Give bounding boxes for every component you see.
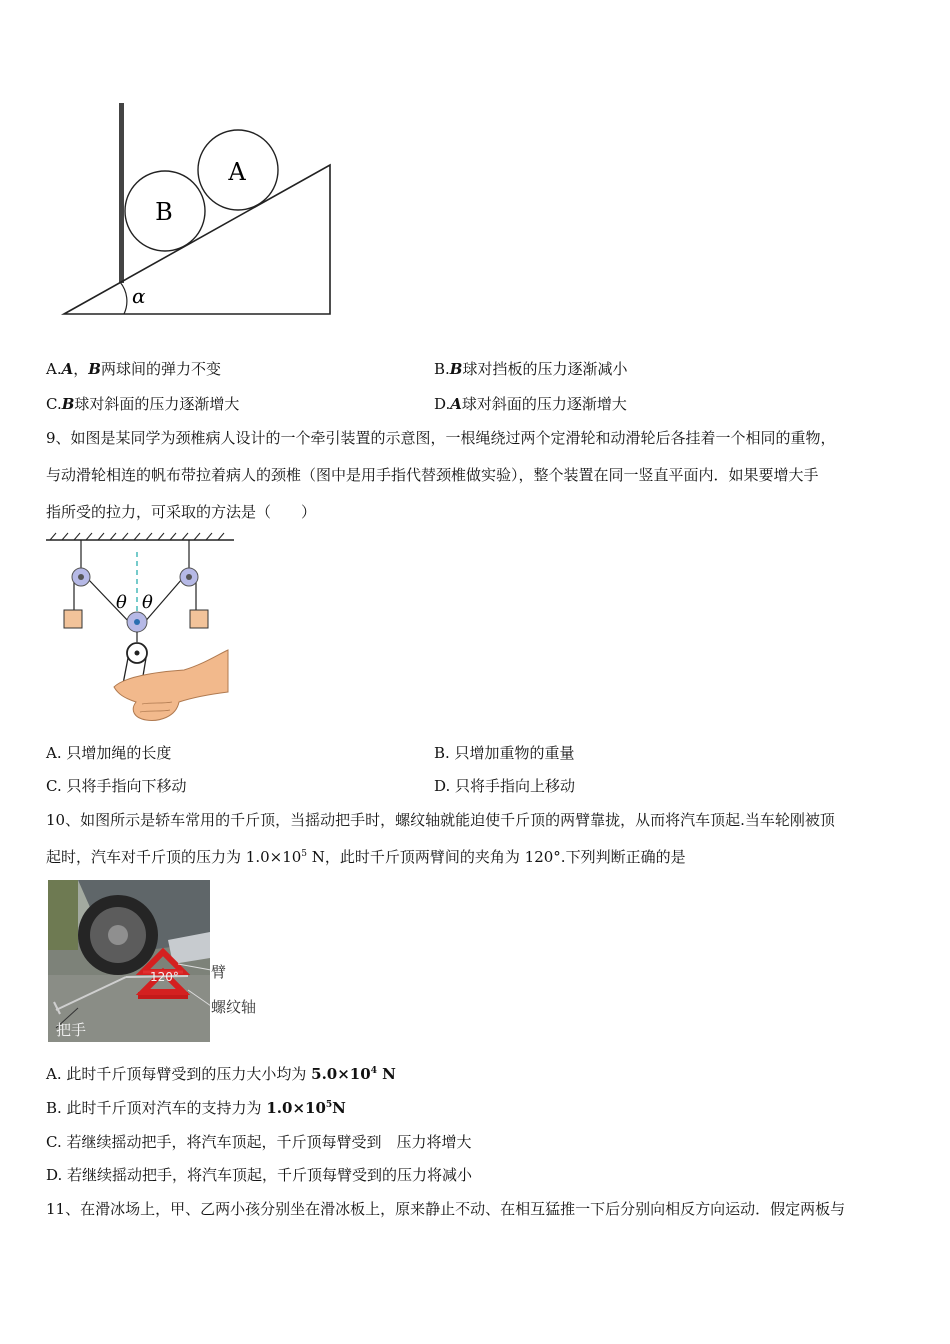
- q10-text-line-2: [46, 847, 686, 867]
- exponent: 4: [370, 1066, 377, 1076]
- q11-text-line-1: 11、在滑冰场上，甲、乙两小孩分别坐在滑冰板上，原来静止不动、在相互猛推一下后分别向相反方向运动．假定两板与: [46, 1200, 846, 1218]
- theta-right-label: θ: [142, 592, 153, 613]
- option-text: A. 此时千斤顶每臂受到的压力大小均为: [46, 1065, 312, 1083]
- q9-text-line-2: 与动滑轮相连的帆布带拉着病人的颈椎（图中是用手指代替颈椎做实验），整个装置在同一竖直平面内．如果要增大手: [46, 466, 819, 484]
- angle-120-label: 120°: [150, 970, 179, 984]
- q9-text-line-3: 指所受的拉力，可采取的方法是（ ）: [46, 503, 317, 521]
- q8-option-d[interactable]: [434, 394, 627, 414]
- incline-figure: [60, 98, 340, 320]
- q9-option-d[interactable]: D. 只将手指向上移动: [434, 777, 576, 795]
- text-part: 起时，汽车对千斤顶的压力为 1.0×10: [46, 848, 302, 866]
- wall-board: [119, 103, 124, 283]
- var-b: B: [449, 360, 463, 378]
- option-text: 球对斜面的压力逐渐增大: [74, 395, 240, 413]
- var-b: B: [61, 395, 75, 413]
- handle-label: 把手: [56, 1021, 87, 1039]
- theta-left-label: θ: [116, 592, 127, 613]
- option-text: 球对挡板的压力逐渐减小: [462, 360, 628, 378]
- q10-option-c[interactable]: C. 若继续摇动把手，将汽车顶起，千斤顶每臂受到 压力将增大: [46, 1133, 472, 1151]
- q10-option-b[interactable]: [46, 1098, 346, 1118]
- q9-option-c[interactable]: C. 只将手指向下移动: [46, 777, 187, 795]
- pulley-figure: [44, 532, 244, 732]
- ball-b-label: B: [155, 198, 173, 226]
- ball-a-label: A: [228, 158, 246, 186]
- q10-option-d[interactable]: D. 若继续摇动把手，将汽车顶起，千斤顶每臂受到的压力将减小: [46, 1166, 473, 1184]
- weight-left: [64, 610, 82, 628]
- unit: N: [332, 1099, 346, 1117]
- q9-option-a[interactable]: A. 只增加绳的长度: [46, 744, 172, 762]
- var-a: A: [61, 360, 74, 378]
- q8-option-c[interactable]: [46, 394, 239, 414]
- weight-right: [190, 610, 208, 628]
- option-text: 球对斜面的压力逐渐增大: [461, 395, 627, 413]
- angle-label: α: [132, 284, 146, 308]
- value: 5.0×10: [311, 1065, 371, 1083]
- screw-label: 螺纹轴: [211, 998, 257, 1016]
- option-text: 两球间的弹力不变: [100, 360, 221, 378]
- q8-option-a[interactable]: [46, 359, 221, 379]
- value: 1.0×10: [266, 1099, 326, 1117]
- var-b: B: [88, 360, 101, 378]
- q9-text-line-1: 9、如图是某同学为颈椎病人设计的一个牵引装置的示意图，一根绳绕过两个定滑轮和动滑轮后各挂着一个相同的重物，: [46, 429, 836, 447]
- option-prefix: B.: [434, 360, 450, 378]
- angle-arc: [120, 282, 127, 314]
- text-part: N，此时千斤顶两臂间的夹角为 120°.下列判断正确的是: [307, 848, 686, 866]
- exponent: 5: [325, 1100, 333, 1110]
- separator: ，: [73, 360, 89, 378]
- q10-text-line-1: 10、如图所示是轿车常用的千斤顶，当摇动把手时，螺纹轴就能迫使千斤顶的两臂靠拢，从而将汽车顶起.当车轮刚被顶: [46, 811, 835, 829]
- option-prefix: D.: [434, 395, 451, 413]
- arm-label: 臂: [211, 963, 227, 981]
- var-a: A: [450, 395, 462, 413]
- q10-option-a[interactable]: [46, 1064, 396, 1084]
- option-text: B. 此时千斤顶对汽车的支持力为: [46, 1099, 267, 1117]
- q8-option-b[interactable]: [434, 359, 628, 379]
- unit: N: [376, 1065, 396, 1083]
- q9-option-b[interactable]: B. 只增加重物的重量: [434, 744, 575, 762]
- car-jack-photo: [48, 880, 264, 1042]
- option-prefix: C.: [46, 395, 62, 413]
- option-prefix: A.: [46, 360, 62, 378]
- exponent: 5: [301, 849, 308, 859]
